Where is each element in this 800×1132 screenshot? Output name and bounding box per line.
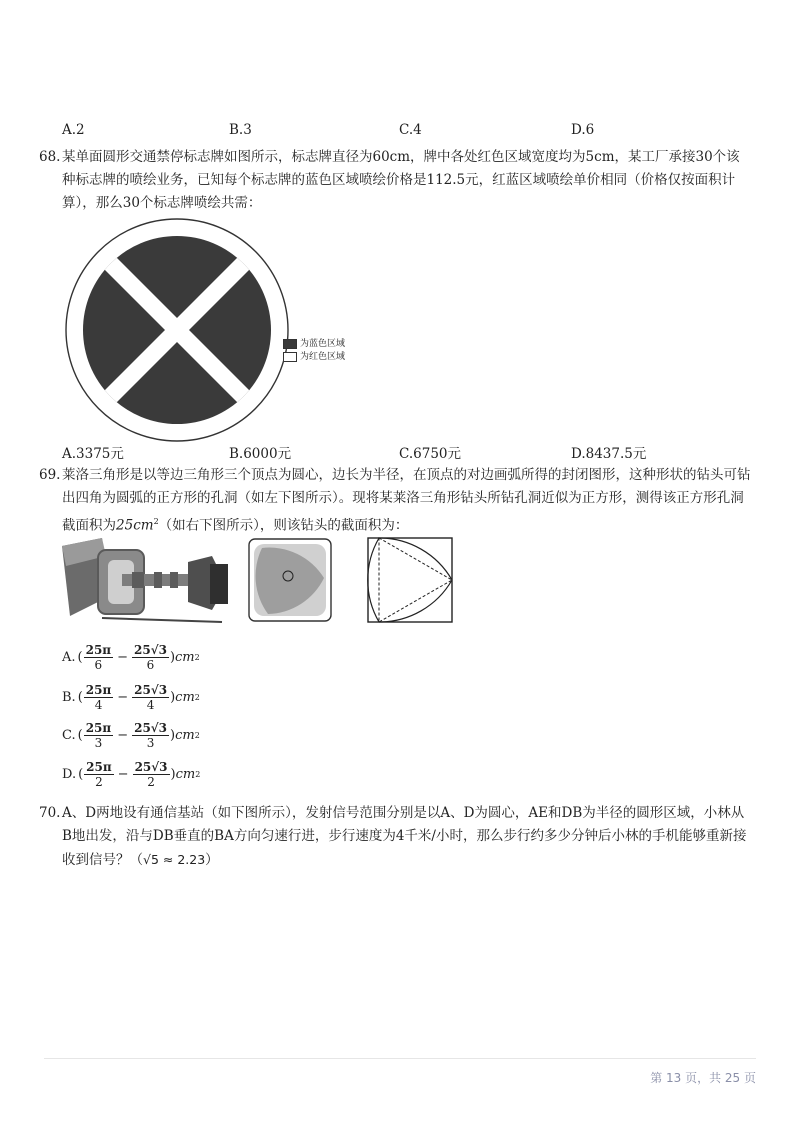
q67-option-d: D.6: [571, 122, 595, 138]
q69-number: 69.: [39, 467, 61, 483]
q69-option-d: D. ( $\frac{25\pi}{2}$ − $\frac{25√3}{2}$ ) cm 2: [62, 760, 201, 789]
page-number: 第 13 页，共 25 页: [650, 1071, 756, 1085]
q69-option-b: B. ( $\frac{25\pi}{4}$ − $\frac{25√3}{4}$ ) cm 2: [62, 683, 200, 712]
q70-sqrt-note: √5 ≈ 2.23: [143, 852, 206, 867]
q69-text-after: （如右下图所示），则该钻头的截面积为：: [158, 517, 409, 534]
q70-text: A、D两地设有通信基站（如下图所示），发射信号范围分别是以A、D为圆心，AE和DB为半径的圆形区域，小林从B地出发，沿与DB垂直的BA方向匀速行进，步行速度为4千米/小时，那么步行约多少分钟后小林的手机能够重新接收到信号？（: [62, 805, 747, 868]
q67-option-c: C.4: [399, 122, 422, 138]
drill-photo-figure: [62, 536, 228, 628]
q68-option-d: D.8437.5元: [571, 446, 647, 462]
no-parking-sign-figure: [62, 217, 292, 443]
q69-question: 69. 莱洛三角形是以等边三角形三个顶点为圆心，边长为半径，在顶点的对边画弧所得的封闭图形，这种形状的钻头可钻出四角为圆弧的正方形的孔洞（如左下图所示）。现将某莱洛三角形钻头所钻孔洞近似为正方形，测得该正方形孔洞截面积为$25cm^2$（如右下图所示），则该钻头的截面积为：: [62, 464, 752, 538]
legend-blue: 为蓝色区域: [283, 336, 345, 349]
q69-area-value: 25: [116, 517, 134, 534]
reuleaux-drill-hole-figure: [248, 538, 332, 622]
q67-option-b: B.3: [229, 122, 252, 138]
q68-option-a: A.3375元: [62, 446, 124, 462]
q68-option-b: B.6000元: [229, 446, 292, 462]
q69-option-a: A. ( $\frac{25\pi}{6}$ − $\frac{25√3}{6}$ ) cm 2: [62, 643, 200, 672]
legend-blue-swatch: [283, 339, 297, 349]
legend-red: 为红色区域: [283, 349, 345, 362]
q69-area-unit: cm: [133, 517, 154, 534]
q68-option-c: C.6750元: [399, 446, 461, 462]
q70-question: 70. A、D两地设有通信基站（如下图所示），发射信号范围分别是以A、D为圆心，AE和DB为半径的圆形区域，小林从B地出发，沿与DB垂直的BA方向匀速行进，步行速度为4千米/小时，那么步行约多少分钟后小林的手机能够重新接收到信号？（√5 ≈ 2.23）: [62, 802, 752, 872]
footer-divider: [44, 1058, 756, 1059]
q67-option-a: A.2: [62, 122, 85, 138]
q68-text: 某单面圆形交通禁停标志牌如图所示，标志牌直径为60cm，牌中各处红色区域宽度均为5cm，某工厂承接30个该种标志牌的喷绘业务，已知每个标志牌的蓝色区域喷绘价格是112.5元，红蓝区域喷绘单价相同（价格仅按面积计算），那么30个标志牌喷绘共需：: [62, 149, 740, 211]
q70-number: 70.: [39, 805, 61, 821]
reuleaux-square-figure: [367, 537, 453, 623]
legend-red-swatch: [283, 352, 297, 362]
q68-question: [39, 146, 752, 215]
q68-number: 68.: [39, 149, 61, 165]
q69-text-before: 莱洛三角形是以等边三角形三个顶点为圆心，边长为半径，在顶点的对边画弧所得的封闭图形，这种形状的钻头可钻出四角为圆弧的正方形的孔洞（如左下图所示）。现将某莱洛三角形钻头所钻孔洞近似为正方形，测得该正方形孔洞截面积为: [62, 467, 751, 534]
q69-option-c: C. ( $\frac{25\pi}{3}$ − $\frac{25√3}{3}$ ) cm 2: [62, 721, 200, 750]
